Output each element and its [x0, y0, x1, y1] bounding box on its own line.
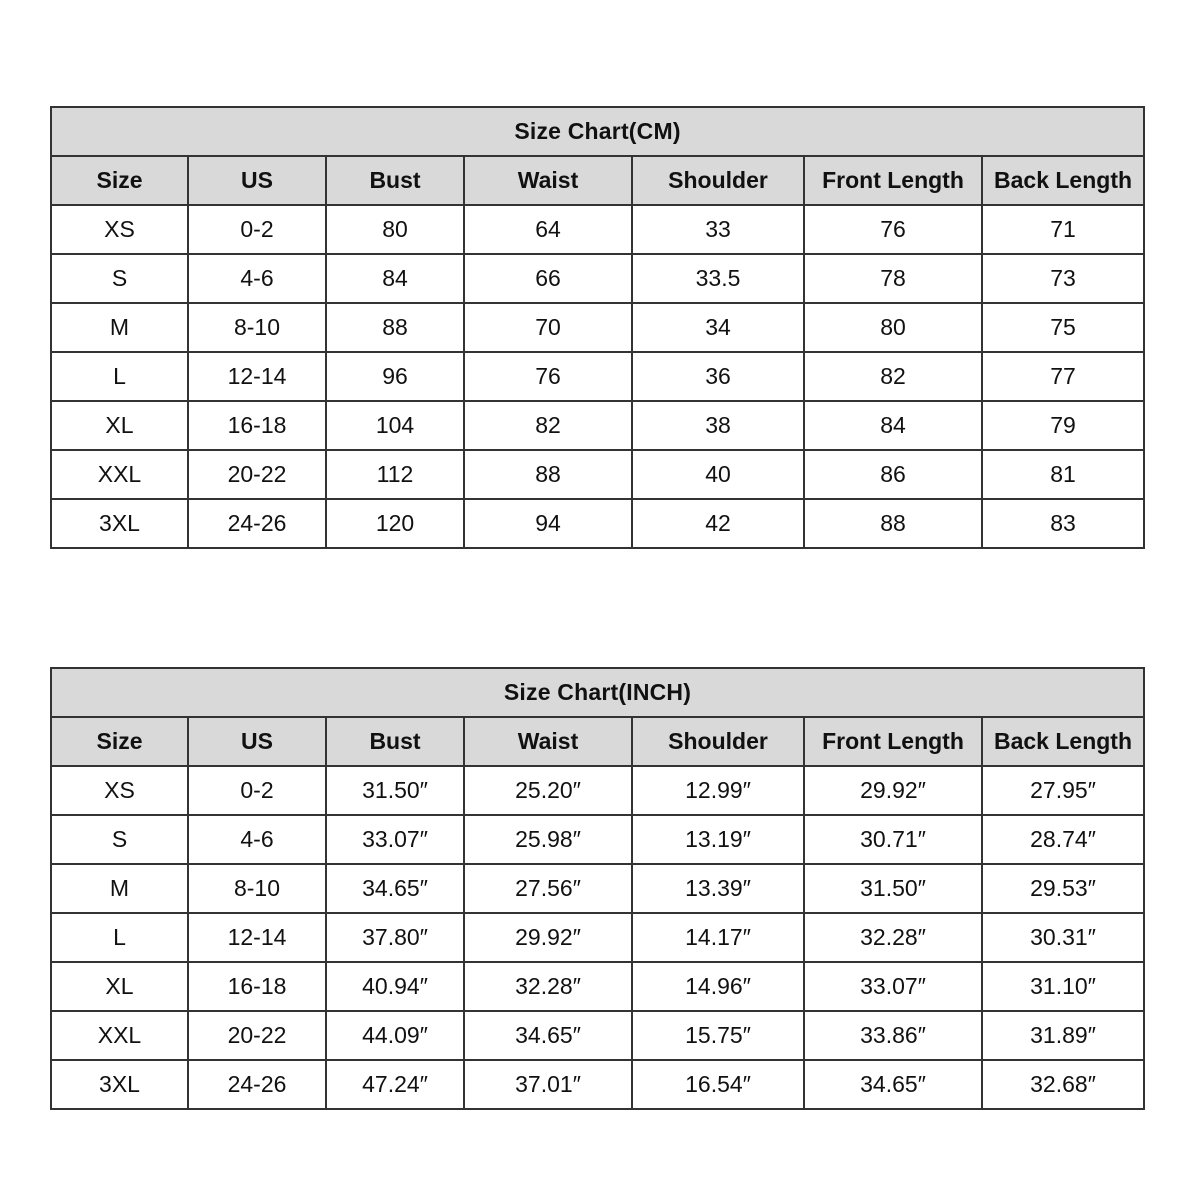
table-cell: 36 [632, 352, 804, 401]
table-cell: 88 [464, 450, 632, 499]
table-cell: 12-14 [188, 352, 326, 401]
table-cell: 20-22 [188, 1011, 326, 1060]
table-cell: 27.56″ [464, 864, 632, 913]
table-cell: 84 [326, 254, 464, 303]
table-cell: 29.92″ [464, 913, 632, 962]
table-cell: 88 [326, 303, 464, 352]
column-header: Shoulder [632, 156, 804, 205]
table-cell: 20-22 [188, 450, 326, 499]
table-cell: 14.17″ [632, 913, 804, 962]
table-cell: 3XL [51, 1060, 188, 1109]
table-cell: 0-2 [188, 766, 326, 815]
table-cell: 84 [804, 401, 982, 450]
table-row [51, 913, 1144, 962]
table-cell: 15.75″ [632, 1011, 804, 1060]
table-cell: 120 [326, 499, 464, 548]
table-cell: 8-10 [188, 864, 326, 913]
table-cell: 104 [326, 401, 464, 450]
table-row [51, 766, 1144, 815]
table-cell: 33.07″ [804, 962, 982, 1011]
table-cell: 78 [804, 254, 982, 303]
table-cell: 70 [464, 303, 632, 352]
table-cell: 94 [464, 499, 632, 548]
table-cell: 44.09″ [326, 1011, 464, 1060]
table-cell: 40 [632, 450, 804, 499]
table-title-row [51, 668, 1144, 717]
table-cell: L [51, 913, 188, 962]
column-header: US [188, 717, 326, 766]
table-cell: 12-14 [188, 913, 326, 962]
table-cell: XL [51, 401, 188, 450]
table-cell: 73 [982, 254, 1144, 303]
table-cell: 88 [804, 499, 982, 548]
table-cell: 37.01″ [464, 1060, 632, 1109]
table-cell: XS [51, 766, 188, 815]
table-cell: 24-26 [188, 499, 326, 548]
column-header: Waist [464, 156, 632, 205]
table-title: Size Chart(CM) [51, 107, 1144, 156]
table-cell: 13.39″ [632, 864, 804, 913]
table-cell: XXL [51, 450, 188, 499]
table-cell: 4-6 [188, 254, 326, 303]
table-cell: 16-18 [188, 962, 326, 1011]
table-row [51, 499, 1144, 548]
table-row [51, 962, 1144, 1011]
table-cell: 81 [982, 450, 1144, 499]
table-cell: 96 [326, 352, 464, 401]
table-cell: 25.20″ [464, 766, 632, 815]
column-header: Size [51, 156, 188, 205]
table-cell: 31.50″ [804, 864, 982, 913]
table-cell: 29.53″ [982, 864, 1144, 913]
column-header: Size [51, 717, 188, 766]
table-cell: 47.24″ [326, 1060, 464, 1109]
table-cell: XL [51, 962, 188, 1011]
table-cell: S [51, 815, 188, 864]
table-cell: XS [51, 205, 188, 254]
table-cell: 29.92″ [804, 766, 982, 815]
table-cell: 76 [464, 352, 632, 401]
table-cell: 8-10 [188, 303, 326, 352]
table-cell: XXL [51, 1011, 188, 1060]
table-cell: 82 [464, 401, 632, 450]
table-cell: 27.95″ [982, 766, 1144, 815]
table-cell: 31.89″ [982, 1011, 1144, 1060]
table-row [51, 303, 1144, 352]
table-header-row [51, 156, 1144, 205]
table-cell: 32.68″ [982, 1060, 1144, 1109]
table-header-row [51, 717, 1144, 766]
table-cell: 25.98″ [464, 815, 632, 864]
table-row [51, 352, 1144, 401]
table-row [51, 205, 1144, 254]
table-row [51, 864, 1144, 913]
column-header: Back Length [982, 717, 1144, 766]
table-cell: 14.96″ [632, 962, 804, 1011]
table-title: Size Chart(INCH) [51, 668, 1144, 717]
column-header: Front Length [804, 717, 982, 766]
table-cell: 64 [464, 205, 632, 254]
column-header: Bust [326, 717, 464, 766]
table-title-row [51, 107, 1144, 156]
size-chart-cm-table [50, 106, 1145, 549]
table-cell: 40.94″ [326, 962, 464, 1011]
table-cell: 28.74″ [982, 815, 1144, 864]
table-cell: 0-2 [188, 205, 326, 254]
table-cell: 3XL [51, 499, 188, 548]
table-cell: 33.07″ [326, 815, 464, 864]
table-row [51, 254, 1144, 303]
table-cell: 16.54″ [632, 1060, 804, 1109]
table-cell: 16-18 [188, 401, 326, 450]
table-cell: 31.10″ [982, 962, 1144, 1011]
table-cell: 34 [632, 303, 804, 352]
table-cell: 66 [464, 254, 632, 303]
size-chart-inch-table [50, 667, 1145, 1110]
table-cell: 31.50″ [326, 766, 464, 815]
table-cell: 30.31″ [982, 913, 1144, 962]
table-cell: 34.65″ [326, 864, 464, 913]
table-cell: 82 [804, 352, 982, 401]
table-cell: 12.99″ [632, 766, 804, 815]
table-cell: 77 [982, 352, 1144, 401]
column-header: Bust [326, 156, 464, 205]
table-cell: 38 [632, 401, 804, 450]
table-cell: 24-26 [188, 1060, 326, 1109]
table-cell: 33 [632, 205, 804, 254]
table-cell: 76 [804, 205, 982, 254]
table-cell: 32.28″ [464, 962, 632, 1011]
table-row [51, 450, 1144, 499]
table-cell: 34.65″ [464, 1011, 632, 1060]
column-header: Back Length [982, 156, 1144, 205]
table-cell: 80 [326, 205, 464, 254]
table-cell: 32.28″ [804, 913, 982, 962]
table-cell: 80 [804, 303, 982, 352]
table-cell: S [51, 254, 188, 303]
table-cell: 112 [326, 450, 464, 499]
table-row [51, 401, 1144, 450]
table-cell: M [51, 864, 188, 913]
table-cell: 30.71″ [804, 815, 982, 864]
table-cell: 79 [982, 401, 1144, 450]
table-cell: 42 [632, 499, 804, 548]
table-cell: 33.86″ [804, 1011, 982, 1060]
table-cell: 33.5 [632, 254, 804, 303]
table-row [51, 1011, 1144, 1060]
table-cell: 34.65″ [804, 1060, 982, 1109]
table-cell: 4-6 [188, 815, 326, 864]
table-row [51, 815, 1144, 864]
column-header: Front Length [804, 156, 982, 205]
table-cell: 86 [804, 450, 982, 499]
table-cell: 13.19″ [632, 815, 804, 864]
table-cell: 75 [982, 303, 1144, 352]
table-cell: 37.80″ [326, 913, 464, 962]
table-cell: L [51, 352, 188, 401]
column-header: Shoulder [632, 717, 804, 766]
column-header: US [188, 156, 326, 205]
table-cell: 71 [982, 205, 1144, 254]
table-cell: M [51, 303, 188, 352]
table-cell: 83 [982, 499, 1144, 548]
table-row [51, 1060, 1144, 1109]
column-header: Waist [464, 717, 632, 766]
